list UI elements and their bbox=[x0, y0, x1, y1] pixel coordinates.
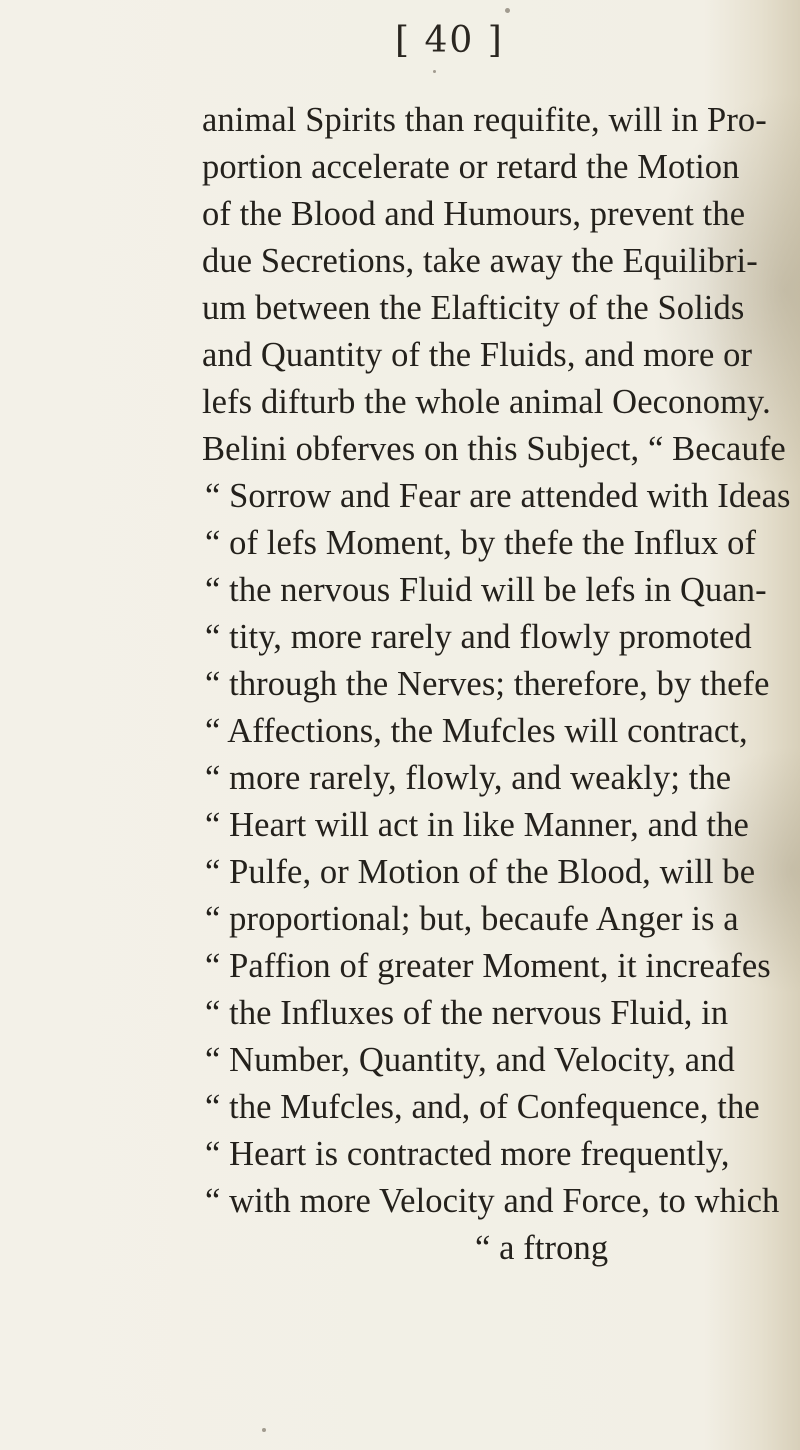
text-line-23: “ Heart is contracted more frequently, bbox=[205, 1135, 730, 1173]
text-line-4: due Secretions, take away the Equilibri- bbox=[202, 242, 758, 280]
text-line-21: “ Number, Quantity, and Velocity, and bbox=[205, 1041, 735, 1079]
text-line-24: “ with more Velocity and Force, to which bbox=[205, 1182, 780, 1220]
text-line-5: um between the Elafticity of the Solids bbox=[202, 289, 745, 327]
page-number-header: [ 40 ] bbox=[395, 20, 504, 61]
text-line-11: “ the nervous Fluid will be lefs in Quan- bbox=[205, 571, 767, 609]
text-line-18: “ proportional; but, becaufe Anger is a bbox=[205, 900, 739, 938]
text-line-19: “ Paffion of greater Moment, it increafes bbox=[205, 947, 771, 985]
text-line-8: Belini obferves on this Subject, “ Becaufe bbox=[202, 430, 786, 468]
text-line-20: “ the Influxes of the nervous Fluid, in bbox=[205, 994, 729, 1032]
text-line-22: “ the Mufcles, and, of Confequence, the bbox=[205, 1088, 760, 1126]
text-line-3: of the Blood and Humours, prevent the bbox=[202, 195, 746, 233]
text-line-16: “ Heart will act in like Manner, and the bbox=[205, 806, 749, 844]
text-line-1: animal Spirits than requifite, will in Pro- bbox=[202, 101, 767, 139]
catchword-line: “ a ftrong bbox=[475, 1229, 609, 1267]
text-line-14: “ Affections, the Mufcles will contract, bbox=[205, 712, 748, 750]
text-line-7: lefs difturb the whole animal Oeconomy. bbox=[202, 383, 771, 421]
text-line-13: “ through the Nerves; therefore, by thefe bbox=[205, 665, 770, 703]
text-line-15: “ more rarely, flowly, and weakly; the bbox=[205, 759, 732, 797]
paper-speck bbox=[262, 1428, 266, 1432]
text-line-2: portion accelerate or retard the Motion bbox=[202, 148, 740, 186]
text-line-9: “ Sorrow and Fear are attended with Ideas bbox=[205, 477, 791, 515]
text-line-6: and Quantity of the Fluids, and more or bbox=[202, 336, 753, 374]
paper-speck bbox=[433, 70, 436, 73]
text-line-12: “ tity, more rarely and flowly promoted bbox=[205, 618, 752, 656]
text-line-17: “ Pulfe, or Motion of the Blood, will be bbox=[205, 853, 756, 891]
paper-speck bbox=[505, 8, 510, 13]
text-line-10: “ of lefs Moment, by thefe the Influx of bbox=[205, 524, 757, 562]
